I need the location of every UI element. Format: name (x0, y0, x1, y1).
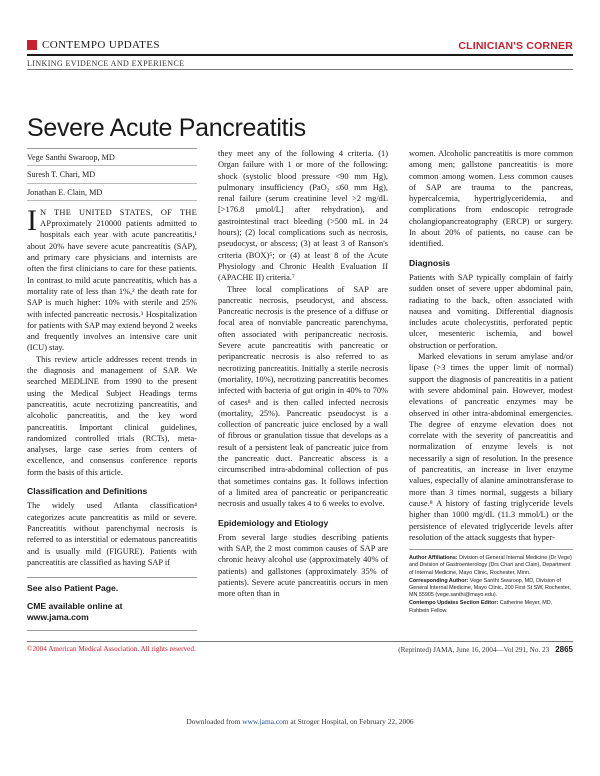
download-prefix: Downloaded from (186, 717, 241, 726)
paragraph: This review article addresses recent trends in the diagnosis and management of SAP. We searched MEDLINE from 1990 to the present using the Medical Subject Headings terms pancreatitis, acute necrotizing pancreatitis, and alcoholic pancreatitis, and the key word pancreatitis. Important clinical guidelines, randomized controlled trials (RCTs), meta-analyses, large case series from centers of excellence, and consensus conference reports form the basis of this article. (27, 354, 197, 477)
header-rule (27, 54, 573, 56)
drop-cap: I (27, 203, 37, 237)
section-marker-box (27, 40, 37, 50)
paragraph: women. Alcoholic pancreatitis is more common among men; gallstone pancreatitis is more common among women. Less common causes of SAP are trauma to the pancreas, hypercalcemia, hypertriglyceridemia, and complications from endoscopic retrograde cholangiopancreatography (ERCP) or surgery. In about 20% of patients, no cause can be identified. (409, 149, 573, 249)
cme-label: CME available online at (27, 600, 123, 611)
affiliations-text: Division of General Internal Medicine (Dr Vege) and Division of Gastroenterology (Drs Chari and Clain), Department of Internal Medicine, Mayo Clinic, Rochester, Minn. (409, 555, 572, 576)
series-subtitle: LINKING EVIDENCE AND EXPERIENCE (27, 59, 185, 68)
section-heading-diagnosis: Diagnosis (409, 257, 451, 268)
cme-link[interactable]: www.jama.com (27, 612, 89, 623)
page-number: 2865 (555, 645, 573, 654)
section-label: CLINICIAN'S CORNER (458, 40, 573, 52)
column-1 (27, 148, 197, 631)
section-heading-classification: Classification and Definitions (27, 486, 148, 497)
citation-text: (Reprinted) JAMA, June 16, 2004—Vol 291, No. 23 (398, 646, 550, 654)
author-affiliations (409, 549, 573, 615)
section-editor-text: Catherine Meyer, MD, Fishbein Fellow. (409, 600, 553, 614)
paragraph: From several large studies describing patients with SAP, the 2 most common causes of SAP are chronic heavy alcohol use (approximately 40% of patients) and gallstones (approximately 35% of patients). Severe acute pancreatitis occurs in men more often than in (218, 532, 388, 599)
paragraph: The widely used Atlanta classification⁴ categorizes acute pancreatitis as mild or severe. Pancreatitis without parenchymal necrosis is referred to as interstitial or edematous pancreatitis and is usually mild (FIGURE). Patients with pancreatitis are classified as having SAP if (27, 501, 197, 567)
affiliations-label: Author Affiliations: (409, 555, 458, 562)
author-2: Suresh T. Chari, MD (27, 166, 197, 183)
see-also-box (27, 577, 197, 631)
paragraph: Three local complications of SAP are pancreatic necrosis, pseudocyst, and abscess. Pancreatic necrosis is the presence of a diffuse or focal area of nonviable pancreatic parenchyma, often associated with peripancreatic necrosis. Severe acute pancreatitis with pancreatic or peripancreatic necrosis is also referred to as necrotizing pancreatitis. Initially a sterile necrosis (mortality, 10%), necrotizing pancreatitis becomes infected with bacteria of gut origin in 40% to 70% of cases⁸ and is then called infected necrosis (mortality, 25%). Pancreatic pseudocyst is a collection of pancreatic juice enclosed by a wall of fibrous or granulation tissue that develops as a result of a persistent leak of pancreatic juice from the pancreatic duct. Pancreatic abscess is a circumscribed intra-abdominal collection of pus that sometimes contains gas. It follows infection of a limited area of pancreatic or peripancreatic necrosis and usually takes 4 to 6 weeks to evolve. (218, 284, 388, 509)
section-editor-label: Contempo Updates Section Editor: (409, 600, 499, 607)
download-suffix: at Stroger Hospital, on February 22, 2006 (290, 717, 414, 726)
paragraph: Marked elevations in serum amylase and/or lipase (>3 times the upper limit of normal) support the diagnosis of pancreatitis in a patient with severe abdominal pain. However, modest elevations of pancreatic enzymes may be observed in other intra-abdominal emergencies. The degree of enzyme elevation does not correlate with the severity of pancreatitis and normalization of enzyme levels is not necessarily a sign of resolution. In the presence of pancreatitis, an increase in liver enzyme values, especially of alanine aminotransferase to more than 3 times normal, suggests a biliary cause.⁸ A history of fasting triglyceride levels higher than 1000 mg/dL (11.3 mmol/L) or the persistence of elevated triglyceride levels after resolution of the attack suggests that hyper- (409, 352, 573, 542)
author-list (27, 148, 197, 201)
corresponding-author-text: Vege Santhi Swaroop, MD, Division of General Internal Medicine, Mayo Clinic, 200 First St SW, Rochester, MN 55905 (vege.santhi@mayo.edu). (409, 577, 571, 599)
section-heading-epidemiology: Epidemiology and Etiology (218, 517, 329, 528)
footer-rule (27, 641, 573, 642)
paragraph: Patients with SAP typically complain of fairly sudden onset of severe upper abdominal pain, radiating to the back, often associated with nausea and vomiting. Differential diagnosis includes acute cholecystitis, perforated peptic ulcer, mesenteric ischemia, and bowel obstruction or perforation. (409, 272, 573, 350)
corresponding-author-label: Corresponding Author: (409, 577, 469, 584)
intro-text: proximately 210000 patients admitted to hospitals each year with acute pancreatitis,¹ about 20% have severe acute pancreatitis (SAP), and primary care physicians and internists are often the first clinicians to care for these patients. In contrast to mild acute pancreatitis, which has a mortality rate of less than 1%,² the death rate for SAP is much higher: 10% with sterile and 25% with infected pancreatic necrosis.³ Hospitalization for patients with SAP may extend beyond 2 weeks and frequently involves an intensive care unit (ICU) stay. (27, 219, 197, 353)
intro-paragraph (27, 203, 197, 354)
see-also-patient-page[interactable]: See also Patient Page. (27, 583, 119, 594)
intro-smallcaps: N THE UNITED STATES, OF THE AP (40, 207, 197, 229)
subheader-rule (27, 69, 573, 70)
author-3: Jonathan E. Clain, MD (27, 184, 197, 201)
article-title: Severe Acute Pancreatitis (27, 114, 306, 142)
copyright-notice: ©2004 American Medical Association. All rights reserved. (27, 645, 196, 653)
author-1: Vege Santhi Swaroop, MD (27, 149, 197, 166)
citation-line (398, 645, 573, 654)
download-notice (0, 717, 600, 726)
series-title: CONTEMPO UPDATES (42, 39, 160, 51)
column-2 (218, 148, 388, 600)
paragraph: they meet any of the following 4 criteria. (1) Organ failure with 1 or more of the following: shock (systolic blood pressure <90 mm Hg), pulmonary insufficiency (PaO₂ ≤60 mm Hg), renal failure (serum creatinine level >2 mg/dL [>176.8 µmol/L] after rehydration), and gastrointestinal tract bleeding (>500 mL in 24 hours); (2) local complications such as necrosis, pseudocyst, or abscess; (3) at least 3 of Ranson's criteria (BOX)⁵; or (4) at least 8 of the Acute Physiology and Chronic Health Evaluation II (APACHE II) criteria.⁷ (218, 149, 388, 283)
jama-link[interactable]: www.jama.com (242, 717, 289, 726)
column-3 (409, 148, 573, 616)
